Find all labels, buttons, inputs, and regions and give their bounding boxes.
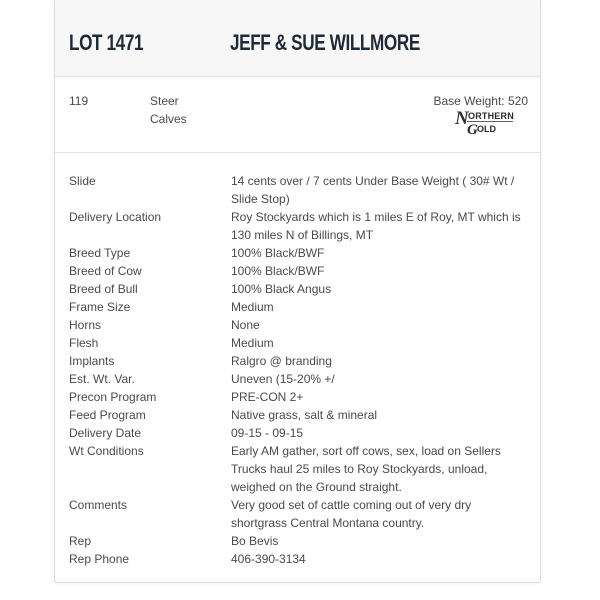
detail-label: Slide bbox=[69, 174, 96, 188]
lot-card bbox=[54, 0, 541, 583]
detail-label: Precon Program bbox=[69, 390, 157, 404]
northern-gold-logo bbox=[453, 107, 533, 135]
cattle-kind-line2: Calves bbox=[150, 112, 187, 126]
detail-label: Flesh bbox=[69, 336, 99, 350]
detail-row bbox=[69, 280, 529, 298]
detail-row bbox=[69, 262, 529, 280]
lot-number: LOT 1471 bbox=[69, 30, 144, 55]
base-weight: Base Weight: 520 bbox=[433, 94, 528, 108]
detail-label: Delivery Date bbox=[69, 426, 142, 440]
detail-value: Uneven (15-20% +/ bbox=[231, 372, 335, 386]
detail-label: Breed Type bbox=[69, 246, 131, 260]
detail-value: PRE-CON 2+ bbox=[231, 390, 304, 404]
detail-value: Very good set of cattle coming out of very dry shortgrass Central Montana country. bbox=[231, 498, 472, 530]
detail-label: Rep Phone bbox=[69, 552, 130, 566]
detail-label: Breed of Cow bbox=[69, 264, 142, 278]
head-count: 119 bbox=[69, 94, 89, 108]
detail-value: Medium bbox=[231, 336, 274, 350]
detail-label: Feed Program bbox=[69, 408, 146, 422]
detail-value: Early AM gather, sort off cows, sex, load on Sellers Trucks haul 25 miles to Roy Stockyards, unload, weighed on the Ground straight. bbox=[231, 444, 501, 494]
detail-row bbox=[69, 442, 529, 496]
logo-letter-n: N bbox=[455, 108, 469, 129]
logo-letter-g: G bbox=[467, 122, 478, 135]
detail-row bbox=[69, 406, 529, 424]
lot-details bbox=[69, 172, 529, 568]
detail-label: Breed of Bull bbox=[69, 282, 138, 296]
detail-row bbox=[69, 424, 529, 442]
detail-label: Delivery Location bbox=[69, 210, 162, 224]
cattle-kind bbox=[150, 92, 230, 128]
detail-value: Bo Bevis bbox=[231, 534, 279, 548]
detail-row bbox=[69, 298, 529, 316]
detail-row bbox=[69, 208, 529, 244]
detail-label: Rep bbox=[69, 534, 92, 548]
detail-label: Est. Wt. Var. bbox=[69, 372, 135, 386]
consignor-name: JEFF & SUE WILLMORE bbox=[230, 30, 420, 55]
lot-header bbox=[55, 0, 540, 77]
detail-row bbox=[69, 244, 529, 262]
detail-value: 406-390-3134 bbox=[231, 552, 306, 566]
detail-label: Horns bbox=[69, 318, 102, 332]
cattle-kind-line1: Steer bbox=[150, 94, 179, 108]
detail-value: Roy Stockyards which is 1 miles E of Roy, MT which is 130 miles N of Billings, MT bbox=[231, 210, 521, 242]
detail-row bbox=[69, 388, 529, 406]
logo-text-bottom: OLD bbox=[477, 124, 496, 134]
detail-value: 09-15 - 09-15 bbox=[231, 426, 304, 440]
detail-row bbox=[69, 496, 529, 532]
detail-value: Ralgro @ branding bbox=[231, 354, 332, 368]
detail-row bbox=[69, 532, 529, 550]
detail-label: Comments bbox=[69, 498, 128, 512]
detail-row bbox=[69, 550, 529, 568]
detail-row bbox=[69, 370, 529, 388]
detail-value: 100% Black/BWF bbox=[231, 264, 325, 278]
detail-row bbox=[69, 172, 529, 208]
detail-row bbox=[69, 334, 529, 352]
detail-value: 14 cents over / 7 cents Under Base Weight ( 30# Wt / Slide Stop) bbox=[231, 174, 515, 206]
detail-label: Wt Conditions bbox=[69, 444, 144, 458]
detail-value: 100% Black/BWF bbox=[231, 246, 325, 260]
detail-value: Medium bbox=[231, 300, 274, 314]
lot-summary bbox=[55, 77, 540, 153]
detail-row bbox=[69, 352, 529, 370]
detail-value: Native grass, salt & mineral bbox=[231, 408, 378, 422]
detail-row bbox=[69, 316, 529, 334]
logo-text-top: ORTHERN bbox=[468, 111, 514, 121]
detail-label: Implants bbox=[69, 354, 115, 368]
detail-value: None bbox=[231, 318, 260, 332]
detail-label: Frame Size bbox=[69, 300, 131, 314]
detail-value: 100% Black Angus bbox=[231, 282, 332, 296]
